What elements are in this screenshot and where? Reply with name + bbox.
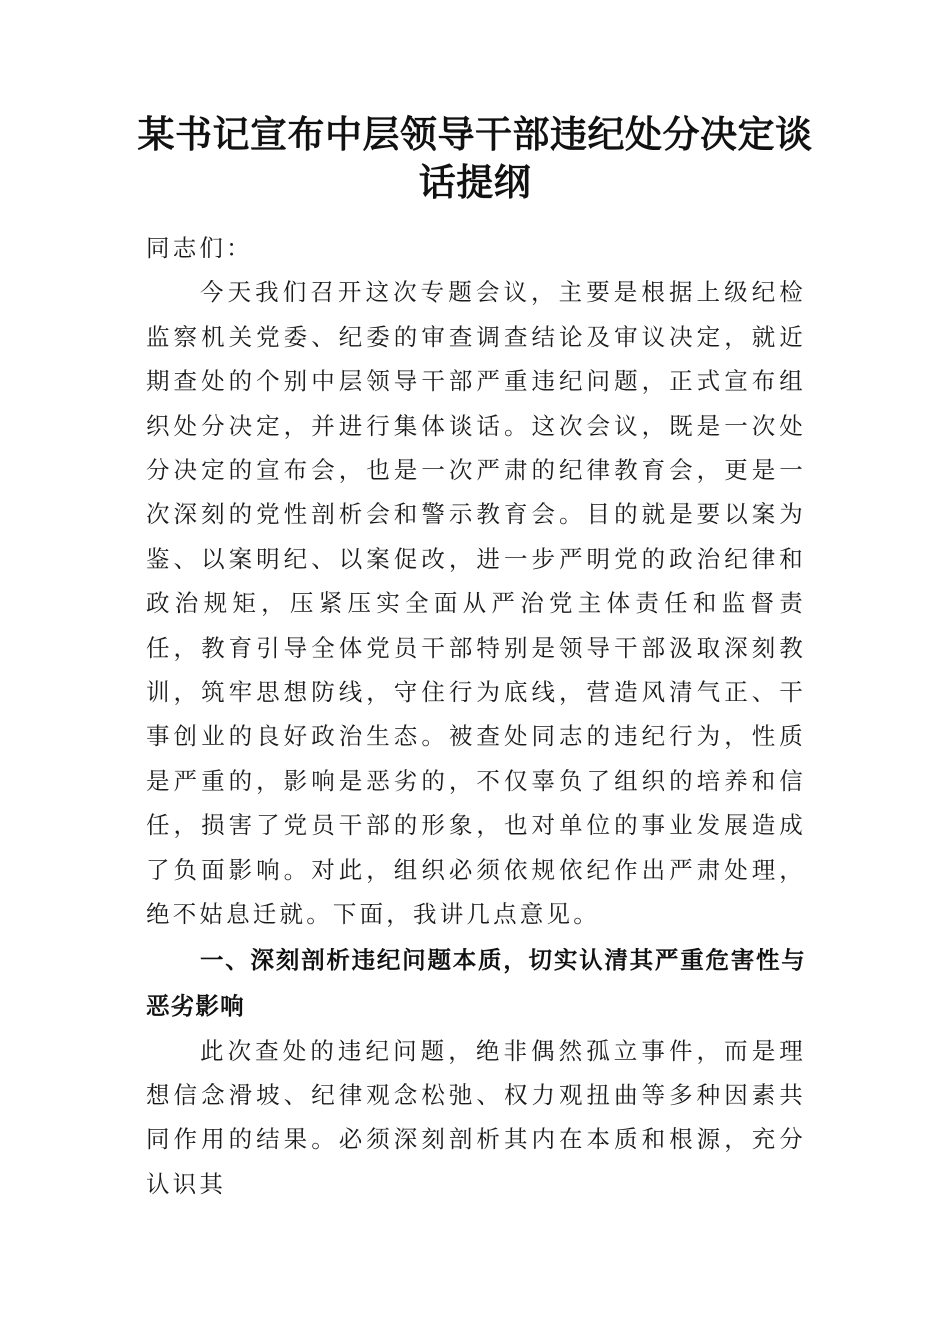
section-1-paragraph: 此次查处的违纪问题，绝非偶然孤立事件，而是理想信念滑坡、纪律观念松弛、权力观扭曲等多种因素共同作用的结果。必须深刻剖析其内在本质和根源，充分认识其	[146, 1036, 806, 1198]
document-body	[146, 226, 806, 1206]
section-heading-1: 一、深刻剖析违纪问题本质，切实认清其严重危害性与恶劣影响	[146, 945, 806, 1020]
salutation: 同志们：	[146, 234, 253, 262]
document-title: 某书记宣布中层领导干部违纪处分决定谈话提纲	[137, 112, 813, 204]
intro-paragraph: 今天我们召开这次专题会议，主要是根据上级纪检监察机关党委、纪委的审查调查结论及审议决定，就近期查处的个别中层领导干部严重违纪问题，正式宣布组织处分决定，并进行集体谈话。这次会议，既是一次处分决定的宣布会，也是一次严肃的纪律教育会，更是一次深刻的党性剖析会和警示教育会。目的就是要以案为鉴、以案明纪、以案促改，进一步严明党的政治纪律和政治规矩，压紧压实全面从严治党主体责任和监督责任，教育引导全体党员干部特别是领导干部汲取深刻教训，筑牢思想防线，守住行为底线，营造风清气正、干事创业的良好政治生态。被查处同志的违纪行为，性质是严重的，影响是恶劣的，不仅辜负了组织的培养和信任，损害了党员干部的形象，也对单位的事业发展造成了负面影响。对此，组织必须依规依纪作出严肃处理，绝不姑息迁就。下面，我讲几点意见。	[146, 278, 806, 929]
